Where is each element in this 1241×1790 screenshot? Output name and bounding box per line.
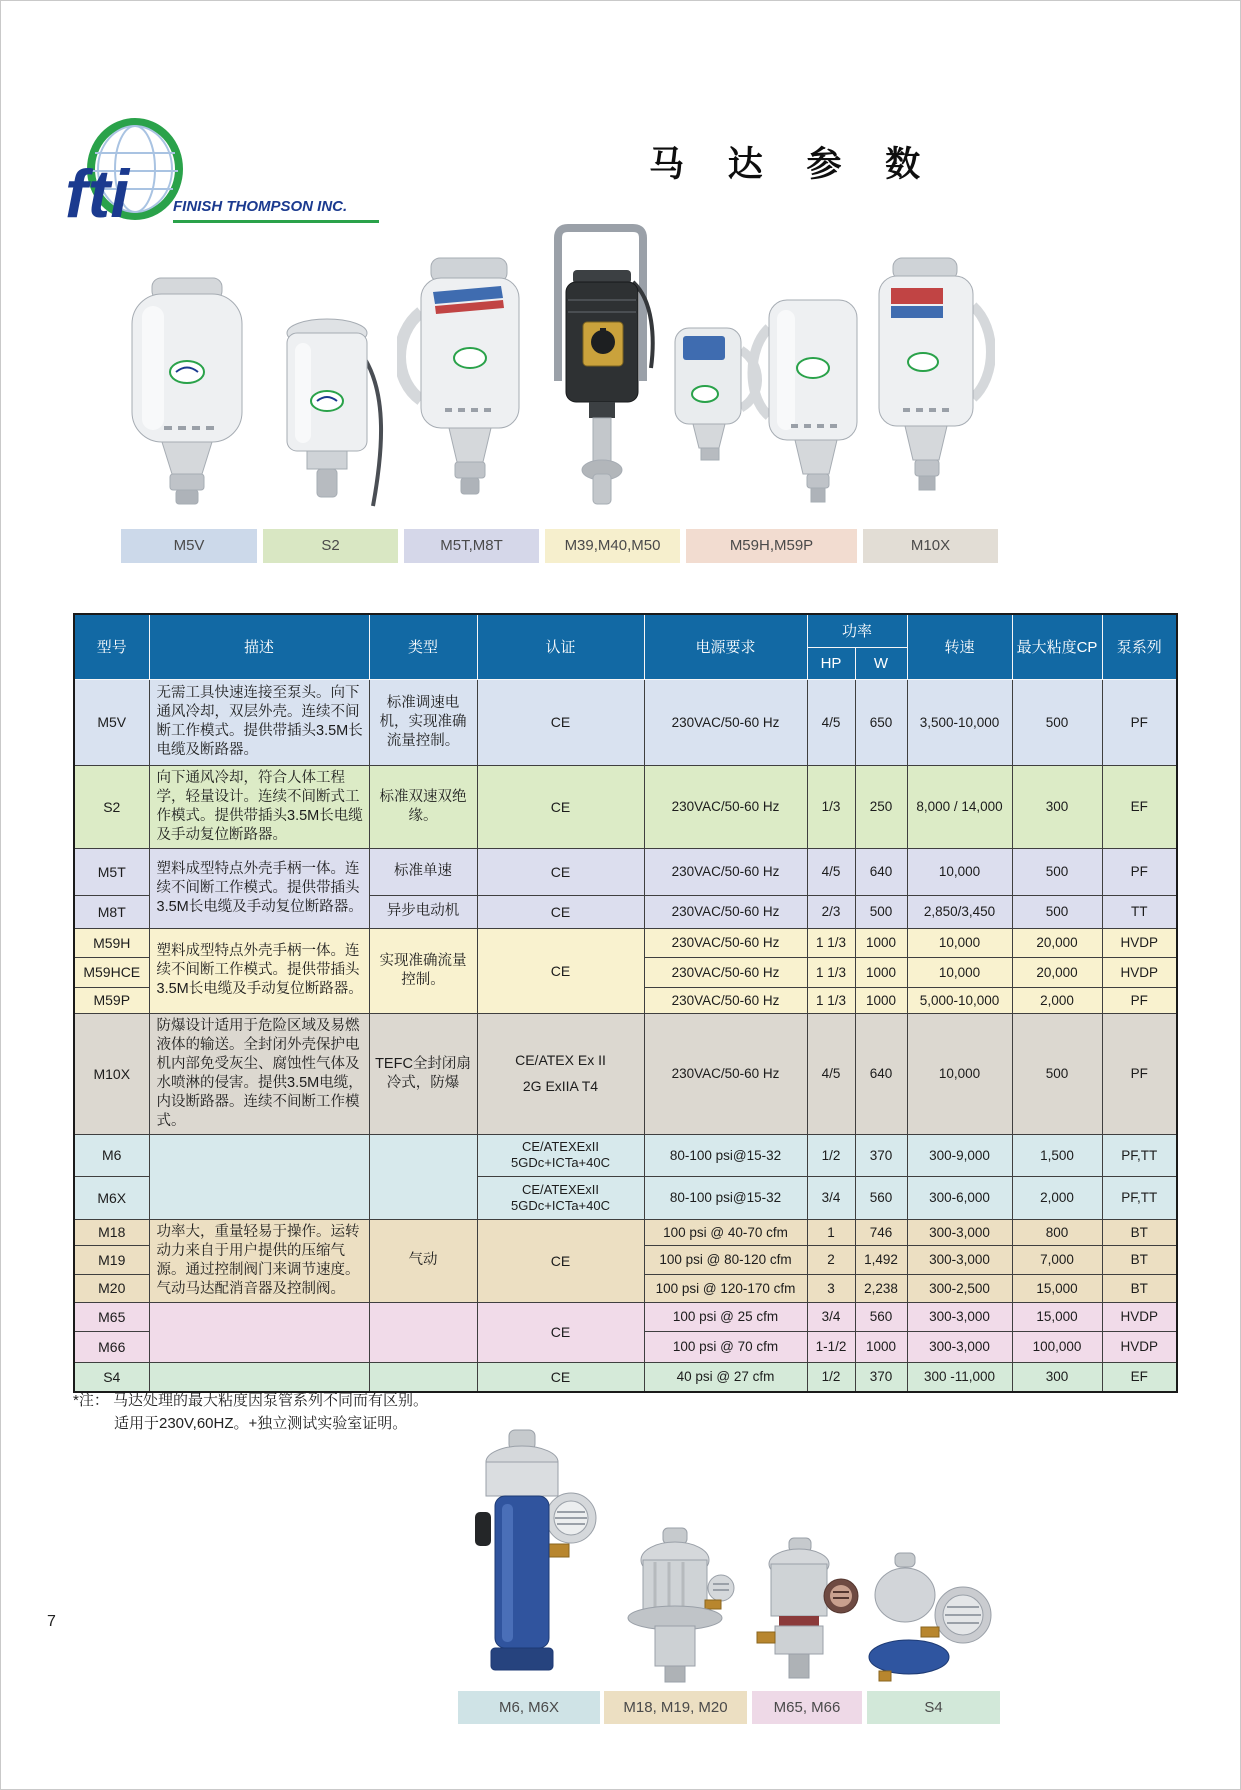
label-m10x: M10X (863, 529, 998, 563)
row-m6 (74, 1134, 1177, 1176)
label-m65-m66: M65, M66 (752, 1691, 862, 1724)
col-header-power-req: 电源要求 (644, 614, 807, 679)
cell-model: M59P (74, 987, 149, 1013)
cell-cert: CE (477, 1219, 644, 1302)
cell-model: M59H (74, 928, 149, 957)
col-header-viscosity: 最大粘度CP (1012, 614, 1102, 679)
cell-power: 80-100 psi@15-32 (644, 1134, 807, 1176)
col-header-hp: HP (807, 647, 855, 679)
product-photo-s4 (857, 1551, 1005, 1686)
cell-viscosity: 100,000 (1012, 1331, 1102, 1362)
cell-w: 640 (855, 848, 907, 895)
cell-power: 230VAC/50-60 Hz (644, 895, 807, 928)
cell-hp: 1/2 (807, 1134, 855, 1176)
cell-desc: 功率大，重量轻易于操作。运转动力来自于用户提供的压缩气源。通过控制阀门来调节速度。气动马达配消音器及控制阀。 (149, 1219, 369, 1302)
cell-w: 746 (855, 1219, 907, 1245)
cell-speed: 8,000 / 14,000 (907, 765, 1012, 848)
product-photo-m6-m6x (461, 1426, 601, 1688)
label-s4: S4 (867, 1691, 1000, 1724)
cell-cert: CE (477, 895, 644, 928)
cell-power: 230VAC/50-60 Hz (644, 957, 807, 987)
label-s2: S2 (263, 529, 398, 563)
product-photo-m10x (863, 256, 995, 516)
col-header-type: 类型 (369, 614, 477, 679)
company-underline (173, 220, 379, 223)
cell-hp: 4/5 (807, 1013, 855, 1134)
label-m39-m40-m50: M39,M40,M50 (545, 529, 680, 563)
cell-hp: 1/3 (807, 765, 855, 848)
cell-series: PF,TT (1102, 1134, 1177, 1176)
cell-speed: 300-9,000 (907, 1134, 1012, 1176)
cell-hp: 1 (807, 1219, 855, 1245)
col-header-speed: 转速 (907, 614, 1012, 679)
cell-w: 500 (855, 895, 907, 928)
cell-desc: 防爆设计适用于危险区域及易燃液体的输送。全封闭外壳保护电机内部免受灰尘、腐蚀性气体及水喷淋的侵害。提供3.5M电缆，内设断路器。连续不间断工作模式。 (149, 1013, 369, 1134)
cell-model: M5T (74, 848, 149, 895)
footnote-line-2: 适用于230V,60HZ。+独立测试实验室证明。 (114, 1415, 408, 1432)
fti-logo (59, 107, 369, 237)
cell-desc-empty (149, 1134, 369, 1219)
cell-cert (477, 1013, 644, 1134)
cell-model: M20 (74, 1274, 149, 1302)
cell-series: HVDP (1102, 957, 1177, 987)
cell-power: 230VAC/50-60 Hz (644, 765, 807, 848)
row-m65 (74, 1302, 1177, 1331)
cell-power: 100 psi @ 80-120 cfm (644, 1245, 807, 1274)
col-header-desc: 描述 (149, 614, 369, 679)
cell-w: 1000 (855, 1331, 907, 1362)
cell-speed: 5,000-10,000 (907, 987, 1012, 1013)
cert-line-1: CE/ATEXExII (521, 1181, 600, 1197)
cell-hp: 3/4 (807, 1302, 855, 1331)
product-photo-m5v (114, 276, 259, 516)
cell-model: S4 (74, 1362, 149, 1392)
cell-type: 标准单速 (369, 848, 477, 895)
cert-line-1: CE/ATEXExII (521, 1139, 600, 1154)
cell-viscosity: 2,000 (1012, 1176, 1102, 1219)
cell-w: 370 (855, 1362, 907, 1392)
cell-viscosity: 1,500 (1012, 1134, 1102, 1176)
row-s4 (74, 1362, 1177, 1392)
cell-type: 实现准确流量控制。 (369, 928, 477, 1013)
col-header-model: 型号 (74, 614, 149, 679)
cell-type-empty (369, 1302, 477, 1362)
cell-w: 650 (855, 679, 907, 765)
cell-type: 气动 (369, 1219, 477, 1302)
cell-power: 230VAC/50-60 Hz (644, 679, 807, 765)
cert-line-2: 2G ExIIA T4 (522, 1078, 599, 1094)
label-m5t-m8t: M5T,M8T (404, 529, 539, 563)
cell-hp: 1-1/2 (807, 1331, 855, 1362)
cell-power: 100 psi @ 40-70 cfm (644, 1219, 807, 1245)
page-title: 马 达 参 数 (649, 145, 938, 184)
cell-type-empty (369, 1134, 477, 1219)
cell-viscosity: 15,000 (1012, 1274, 1102, 1302)
cell-viscosity: 7,000 (1012, 1245, 1102, 1274)
cell-cert: CE (477, 928, 644, 1013)
cell-series: TT (1102, 895, 1177, 928)
cell-model: M65 (74, 1302, 149, 1331)
cell-hp: 4/5 (807, 679, 855, 765)
cell-viscosity: 2,000 (1012, 987, 1102, 1013)
cell-series: PF (1102, 679, 1177, 765)
cell-power: 80-100 psi@15-32 (644, 1176, 807, 1219)
cell-hp: 2/3 (807, 895, 855, 928)
cell-series: HVDP (1102, 1331, 1177, 1362)
cell-speed: 3,500-10,000 (907, 679, 1012, 765)
cert-line-1: CE/ATEX Ex II (515, 1052, 606, 1068)
cell-w: 640 (855, 1013, 907, 1134)
col-header-w: W (855, 647, 907, 679)
cell-speed: 10,000 (907, 1013, 1012, 1134)
cell-cert: CE (477, 1362, 644, 1392)
logo-fti-text: fti (65, 156, 130, 232)
cell-viscosity: 20,000 (1012, 928, 1102, 957)
cell-series: HVDP (1102, 928, 1177, 957)
product-photo-m65-m66 (749, 1536, 861, 1686)
cell-viscosity: 500 (1012, 679, 1102, 765)
cell-w: 1000 (855, 957, 907, 987)
cell-hp: 3 (807, 1274, 855, 1302)
cell-series: HVDP (1102, 1302, 1177, 1331)
cell-viscosity: 800 (1012, 1219, 1102, 1245)
cell-series: PF,TT (1102, 1176, 1177, 1219)
cell-viscosity: 15,000 (1012, 1302, 1102, 1331)
cell-power: 230VAC/50-60 Hz (644, 987, 807, 1013)
cell-cert: CE (477, 848, 644, 895)
cell-desc: 塑料成型特点外壳手柄一体。连续不间断工作模式。提供带插头3.5M长电缆及手动复位断路器。 (149, 848, 369, 928)
cell-w: 1,492 (855, 1245, 907, 1274)
cell-type: 标准双速双绝缘。 (369, 765, 477, 848)
row-m5v (74, 679, 1177, 765)
cell-speed: 10,000 (907, 928, 1012, 957)
cert-line-2: 5GDc+ICTa+40C (511, 1197, 610, 1213)
row-m59h (74, 928, 1177, 957)
cell-series: BT (1102, 1245, 1177, 1274)
cell-hp: 2 (807, 1245, 855, 1274)
cell-desc-empty (149, 1362, 369, 1392)
cell-series: BT (1102, 1274, 1177, 1302)
cell-power: 230VAC/50-60 Hz (644, 1013, 807, 1134)
label-m5v: M5V (121, 529, 257, 563)
cell-cert: CE (477, 1302, 644, 1362)
motor-specs-table (73, 613, 1178, 1393)
row-m5t (74, 848, 1177, 895)
cell-desc: 无需工具快速连接至泵头。向下通风冷却，双层外壳。连续不间断工作模式。提供带插头3.5M长电缆及断路器。 (149, 679, 369, 765)
cell-hp: 1/2 (807, 1362, 855, 1392)
cell-model: M6X (74, 1176, 149, 1219)
cell-type: 异步电动机 (369, 895, 477, 928)
cell-series: PF (1102, 987, 1177, 1013)
cell-power: 100 psi @ 70 cfm (644, 1331, 807, 1362)
label-m6-m6x: M6, M6X (458, 1691, 600, 1724)
cell-speed: 2,850/3,450 (907, 895, 1012, 928)
footnote-line-1: *注： 马达处理的最大粘度因泵管系列不同而有区别。 (73, 1392, 429, 1409)
cell-model: M5V (74, 679, 149, 765)
row-s2 (74, 765, 1177, 848)
cell-series: PF (1102, 1013, 1177, 1134)
cell-w: 560 (855, 1302, 907, 1331)
cell-type: TEFC全封闭扇冷式，防爆 (369, 1013, 477, 1134)
page-number: 7 (47, 1613, 56, 1630)
cell-power: 100 psi @ 120-170 cfm (644, 1274, 807, 1302)
cell-speed: 300-3,000 (907, 1219, 1012, 1245)
label-m18-m19-m20: M18, M19, M20 (604, 1691, 747, 1724)
product-photo-m18-m19-m20 (607, 1526, 745, 1686)
cell-desc-empty (149, 1302, 369, 1362)
cell-speed: 10,000 (907, 848, 1012, 895)
cell-series: BT (1102, 1219, 1177, 1245)
cell-desc: 向下通风冷却，符合人体工程学，轻量设计。连续不间断式工作模式。提供带插头3.5M长电缆及手动复位断路器。 (149, 765, 369, 848)
cell-cert (477, 1176, 644, 1219)
cell-hp: 4/5 (807, 848, 855, 895)
product-photo-m59h-m59p (661, 286, 866, 521)
cell-power: 40 psi @ 27 cfm (644, 1362, 807, 1392)
cell-hp: 1 1/3 (807, 928, 855, 957)
col-header-power: 功率 (807, 614, 907, 647)
cell-hp: 3/4 (807, 1176, 855, 1219)
cell-viscosity: 500 (1012, 848, 1102, 895)
cell-w: 370 (855, 1134, 907, 1176)
product-photo-s2 (261, 301, 401, 516)
cell-speed: 300 -11,000 (907, 1362, 1012, 1392)
cell-model: M19 (74, 1245, 149, 1274)
cell-w: 1000 (855, 987, 907, 1013)
cell-model: M59HCE (74, 957, 149, 987)
product-photo-m5t-m8t (397, 256, 537, 516)
cert-line-2: 5GDc+ICTa+40C (511, 1155, 610, 1170)
cell-type-empty (369, 1362, 477, 1392)
cell-model: M10X (74, 1013, 149, 1134)
cell-viscosity: 300 (1012, 1362, 1102, 1392)
cell-cert: CE (477, 765, 644, 848)
cell-viscosity: 500 (1012, 1013, 1102, 1134)
cell-w: 560 (855, 1176, 907, 1219)
row-m18 (74, 1219, 1177, 1245)
col-header-cert: 认证 (477, 614, 644, 679)
cell-model: M66 (74, 1331, 149, 1362)
cell-speed: 300-3,000 (907, 1302, 1012, 1331)
cell-desc: 塑料成型特点外壳手柄一体。连续不间断工作模式。提供带插头3.5M长电缆及手动复位断路器。 (149, 928, 369, 1013)
cell-w: 1000 (855, 928, 907, 957)
cell-viscosity: 300 (1012, 765, 1102, 848)
table-header-row (74, 614, 1177, 647)
cell-speed: 300-3,000 (907, 1245, 1012, 1274)
cell-hp: 1 1/3 (807, 987, 855, 1013)
product-photo-m39-m40-m50 (533, 216, 668, 516)
cell-cert (477, 1134, 644, 1176)
col-header-series: 泵系列 (1102, 614, 1177, 679)
cell-hp: 1 1/3 (807, 957, 855, 987)
cell-series: EF (1102, 765, 1177, 848)
cell-model: M8T (74, 895, 149, 928)
cell-cert: CE (477, 679, 644, 765)
cell-power: 230VAC/50-60 Hz (644, 928, 807, 957)
cell-model: S2 (74, 765, 149, 848)
cell-w: 2,238 (855, 1274, 907, 1302)
cell-speed: 10,000 (907, 957, 1012, 987)
cell-type: 标准调速电机，实现准确流量控制。 (369, 679, 477, 765)
cell-series: EF (1102, 1362, 1177, 1392)
cell-model: M6 (74, 1134, 149, 1176)
company-name: FINISH THOMPSON INC. (173, 198, 348, 215)
cell-speed: 300-3,000 (907, 1331, 1012, 1362)
cell-w: 250 (855, 765, 907, 848)
row-m10x (74, 1013, 1177, 1134)
cell-power: 100 psi @ 25 cfm (644, 1302, 807, 1331)
cell-model: M18 (74, 1219, 149, 1245)
cell-speed: 300-2,500 (907, 1274, 1012, 1302)
cell-speed: 300-6,000 (907, 1176, 1012, 1219)
cell-viscosity: 20,000 (1012, 957, 1102, 987)
cell-power: 230VAC/50-60 Hz (644, 848, 807, 895)
cell-viscosity: 500 (1012, 895, 1102, 928)
cell-series: PF (1102, 848, 1177, 895)
label-m59h-m59p: M59H,M59P (686, 529, 857, 563)
